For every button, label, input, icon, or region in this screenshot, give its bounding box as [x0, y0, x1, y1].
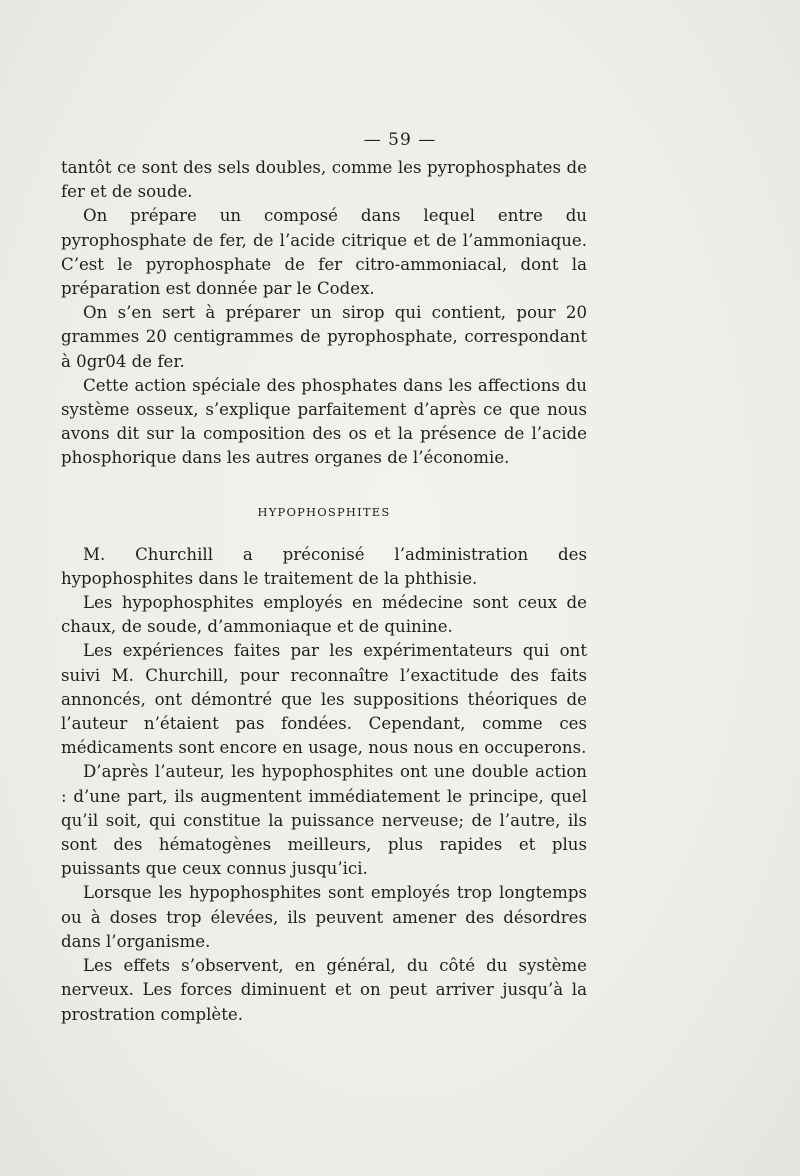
section-heading-hypophosphites: HYPOPHOSPHITES	[257, 504, 391, 519]
body-text	[61, 156, 587, 1027]
paragraph-doses-elevees: Lorsque les hypophosphites sont employés trop longtemps ou à doses trop élevées, ils peuvent amener des désordres dans l’organisme.	[61, 883, 587, 951]
page-number: — 59 —	[363, 130, 437, 150]
paragraph-pyrophosphate-compose: On prépare un composé dans lequel entre du pyrophosphate de fer, de l’acide citrique et de l’ammoniaque. C’est le pyrophosphate de fer citro-ammoniacal, dont la préparation est donnée par le Codex.	[61, 206, 587, 299]
paragraph-sirop: On s’en sert à préparer un sirop qui contient, pour 20 grammes 20 centigrammes de pyrophosphate, correspondant à 0gr04 de fer.	[61, 303, 587, 371]
paragraph-continued: tantôt ce sont des sels doubles, comme les pyrophosphates de fer et de soude.	[61, 158, 587, 202]
paragraph-effets: Les effets s’observent, en général, du côté du système nerveux. Les forces diminuent et on peut arriver jusqu’à la prostration complète.	[61, 956, 587, 1024]
paragraph-churchill: M. Churchill a préconisé l’administration des hypophosphites dans le traitement de la phthisie.	[61, 544, 587, 588]
paragraph-double-action: D’après l’auteur, les hypophosphites ont une double action : d’une part, ils augmentent immédiatement le principe, quel qu’il soit, qui constitue la puissance nerveuse; de l’autre, ils sont des hématogènes meilleurs, plus rapides et plus puissants que ceux connus jusqu’ici.	[61, 762, 587, 879]
paragraph-hypophosphites-employes: Les hypophosphites employés en médecine sont ceux de chaux, de soude, d’ammoniaque et de quinine.	[61, 593, 587, 637]
paragraph-experiences: Les expériences faites par les expérimentateurs qui ont suivi M. Churchill, pour reconnaître l’exactitude des faits annoncés, ont démontré que les suppositions théoriques de l’auteur n’étaient pas fondées. Cependant, comme ces médicaments sont encore en usage, nous nous en occuperons.	[61, 641, 587, 758]
paragraph-action-phosphates: Cette action spéciale des phosphates dans les affections du système osseux, s’explique parfaitement d’après ce que nous avons dit sur la composition des os et la présence de l’acide phosphorique dans les autres organes de l’économie.	[61, 375, 587, 468]
